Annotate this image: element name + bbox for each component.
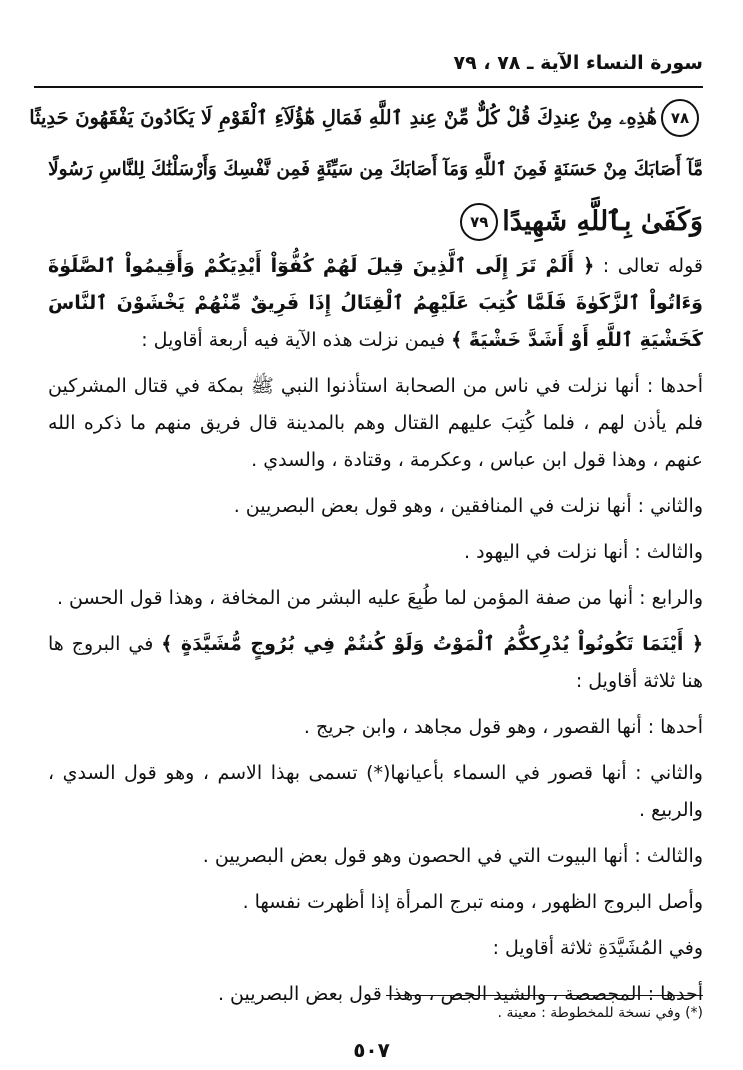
ayah-number-marker: ٧٩ xyxy=(460,203,498,241)
paragraph-quote xyxy=(48,626,703,700)
quran-quote: ﴿ أَلَمْ تَرَ إِلَى ٱلَّذِينَ قِيلَ لَهُمْ كُفُّوٓاْ أَيْدِيَكُمْ وَأَقِيمُواْ ٱلصَّلَوٰةَ وَءَاتُواْ ٱلزَّكَوٰةَ فَلَمَّا كُتِبَ عَلَيْهِمُ ٱلْقِتَالُ إِذَا فَرِيقٌ مِّنْهُمْ يَخْشَوْنَ ٱلنَّاسَ كَخَشْيَةِ ٱللَّهِ أَوْ أَشَدَّ خَشْيَةً ﴾ xyxy=(48,255,703,351)
intro-text: قوله تعالى : xyxy=(594,255,703,277)
page-number: ٥٠٧ xyxy=(353,1038,390,1062)
commentary-body xyxy=(48,248,703,1022)
paragraph: أحدها : أنها القصور ، وهو قول مجاهد ، وابن جريج . xyxy=(303,716,703,738)
paragraph: والثاني : أنها نزلت في المنافقين ، وهو قول بعض البصريين . xyxy=(233,495,703,517)
quran-verses-block xyxy=(29,92,703,248)
paragraph: والرابع : أنها من صفة المؤمن لما طُبِعَ عليه البشر من المخافة ، وهذا قول الحسن . xyxy=(56,587,703,609)
paragraph-text: فيمن نزلت هذه الآية فيه أربعة أقاويل : xyxy=(141,329,452,351)
footnote-rule xyxy=(386,995,703,996)
paragraph: والثاني : أنها قصور في السماء بأعيانها(*) تسمى بهذا الاسم ، وهو قول السدي ، والربيع . xyxy=(48,762,703,821)
quran-quote: ﴿ أَيْنَمَا تَكُونُواْ يُدْرِككُّمُ ٱلْمَوْتُ وَلَوْ كُنتُمْ فِي بُرُوجٍ مُّشَيَّدَةٍ ﴾ xyxy=(161,633,703,655)
quran-line xyxy=(48,144,703,196)
ayah-number-marker: ٧٨ xyxy=(661,99,699,137)
paragraph: والثالث : أنها نزلت في اليهود . xyxy=(464,541,703,563)
quran-line-text: وَكَفَىٰ بِٱللَّهِ شَهِيدًا xyxy=(502,206,703,237)
quran-line-text: هَٰذِهِۦ مِنْ عِندِكَ قُلْ كُلٌّ مِّنْ عِندِ ٱللَّهِ فَمَالِ هَٰٓؤُلَآءِ ٱلْقَوْمِ لَا يَكَادُونَ يَفْقَهُونَ حَدِيثًا xyxy=(29,106,657,129)
paragraph: أحدها : أنها نزلت في ناس من الصحابة استأذنوا النبي ﷺ بمكة في قتال المشركين فلم يأذن لهم ، فلما كُتِبَ عليهم القتال وهم بالمدينة قال فريق منهم ما ذكره الله عنهم ، وهذا قول ابن عباس ، وعكرمة ، وقتادة ، والسدي . xyxy=(48,375,703,471)
footnote: (*) وفي نسخة للمخطوطة : معينة . xyxy=(497,1005,703,1021)
paragraph: وفي المُشَيَّدَةِ ثلاثة أقاويل : xyxy=(492,937,703,959)
paragraph: والثالث : أنها البيوت التي في الحصون وهو قول بعض البصريين . xyxy=(202,845,703,867)
quran-line xyxy=(29,92,703,144)
quran-line-text: مَّآ أَصَابَكَ مِنْ حَسَنَةٍ فَمِنَ ٱللَّهِ وَمَآ أَصَابَكَ مِن سَيِّئَةٍ فَمِن نَّفْسِكَ وَأَرْسَلْنَٰكَ لِلنَّاسِ رَسُولًا xyxy=(48,159,703,180)
paragraph-intro xyxy=(48,248,703,359)
running-header: سورة النساء الآية ـ ٧٨ ، ٧٩ xyxy=(453,52,703,74)
paragraph-text: في البروج ها هنا ثلاثة أقاويل : xyxy=(48,633,703,692)
paragraph: أحدها : المجصصة ، والشيد الجص ، وهذا قول بعض البصريين . xyxy=(217,983,703,1005)
quran-line xyxy=(48,196,703,248)
header-rule xyxy=(34,86,703,88)
paragraph: وأصل البروج الظهور ، ومنه تبرج المرأة إذا أظهرت نفسها . xyxy=(242,891,703,913)
